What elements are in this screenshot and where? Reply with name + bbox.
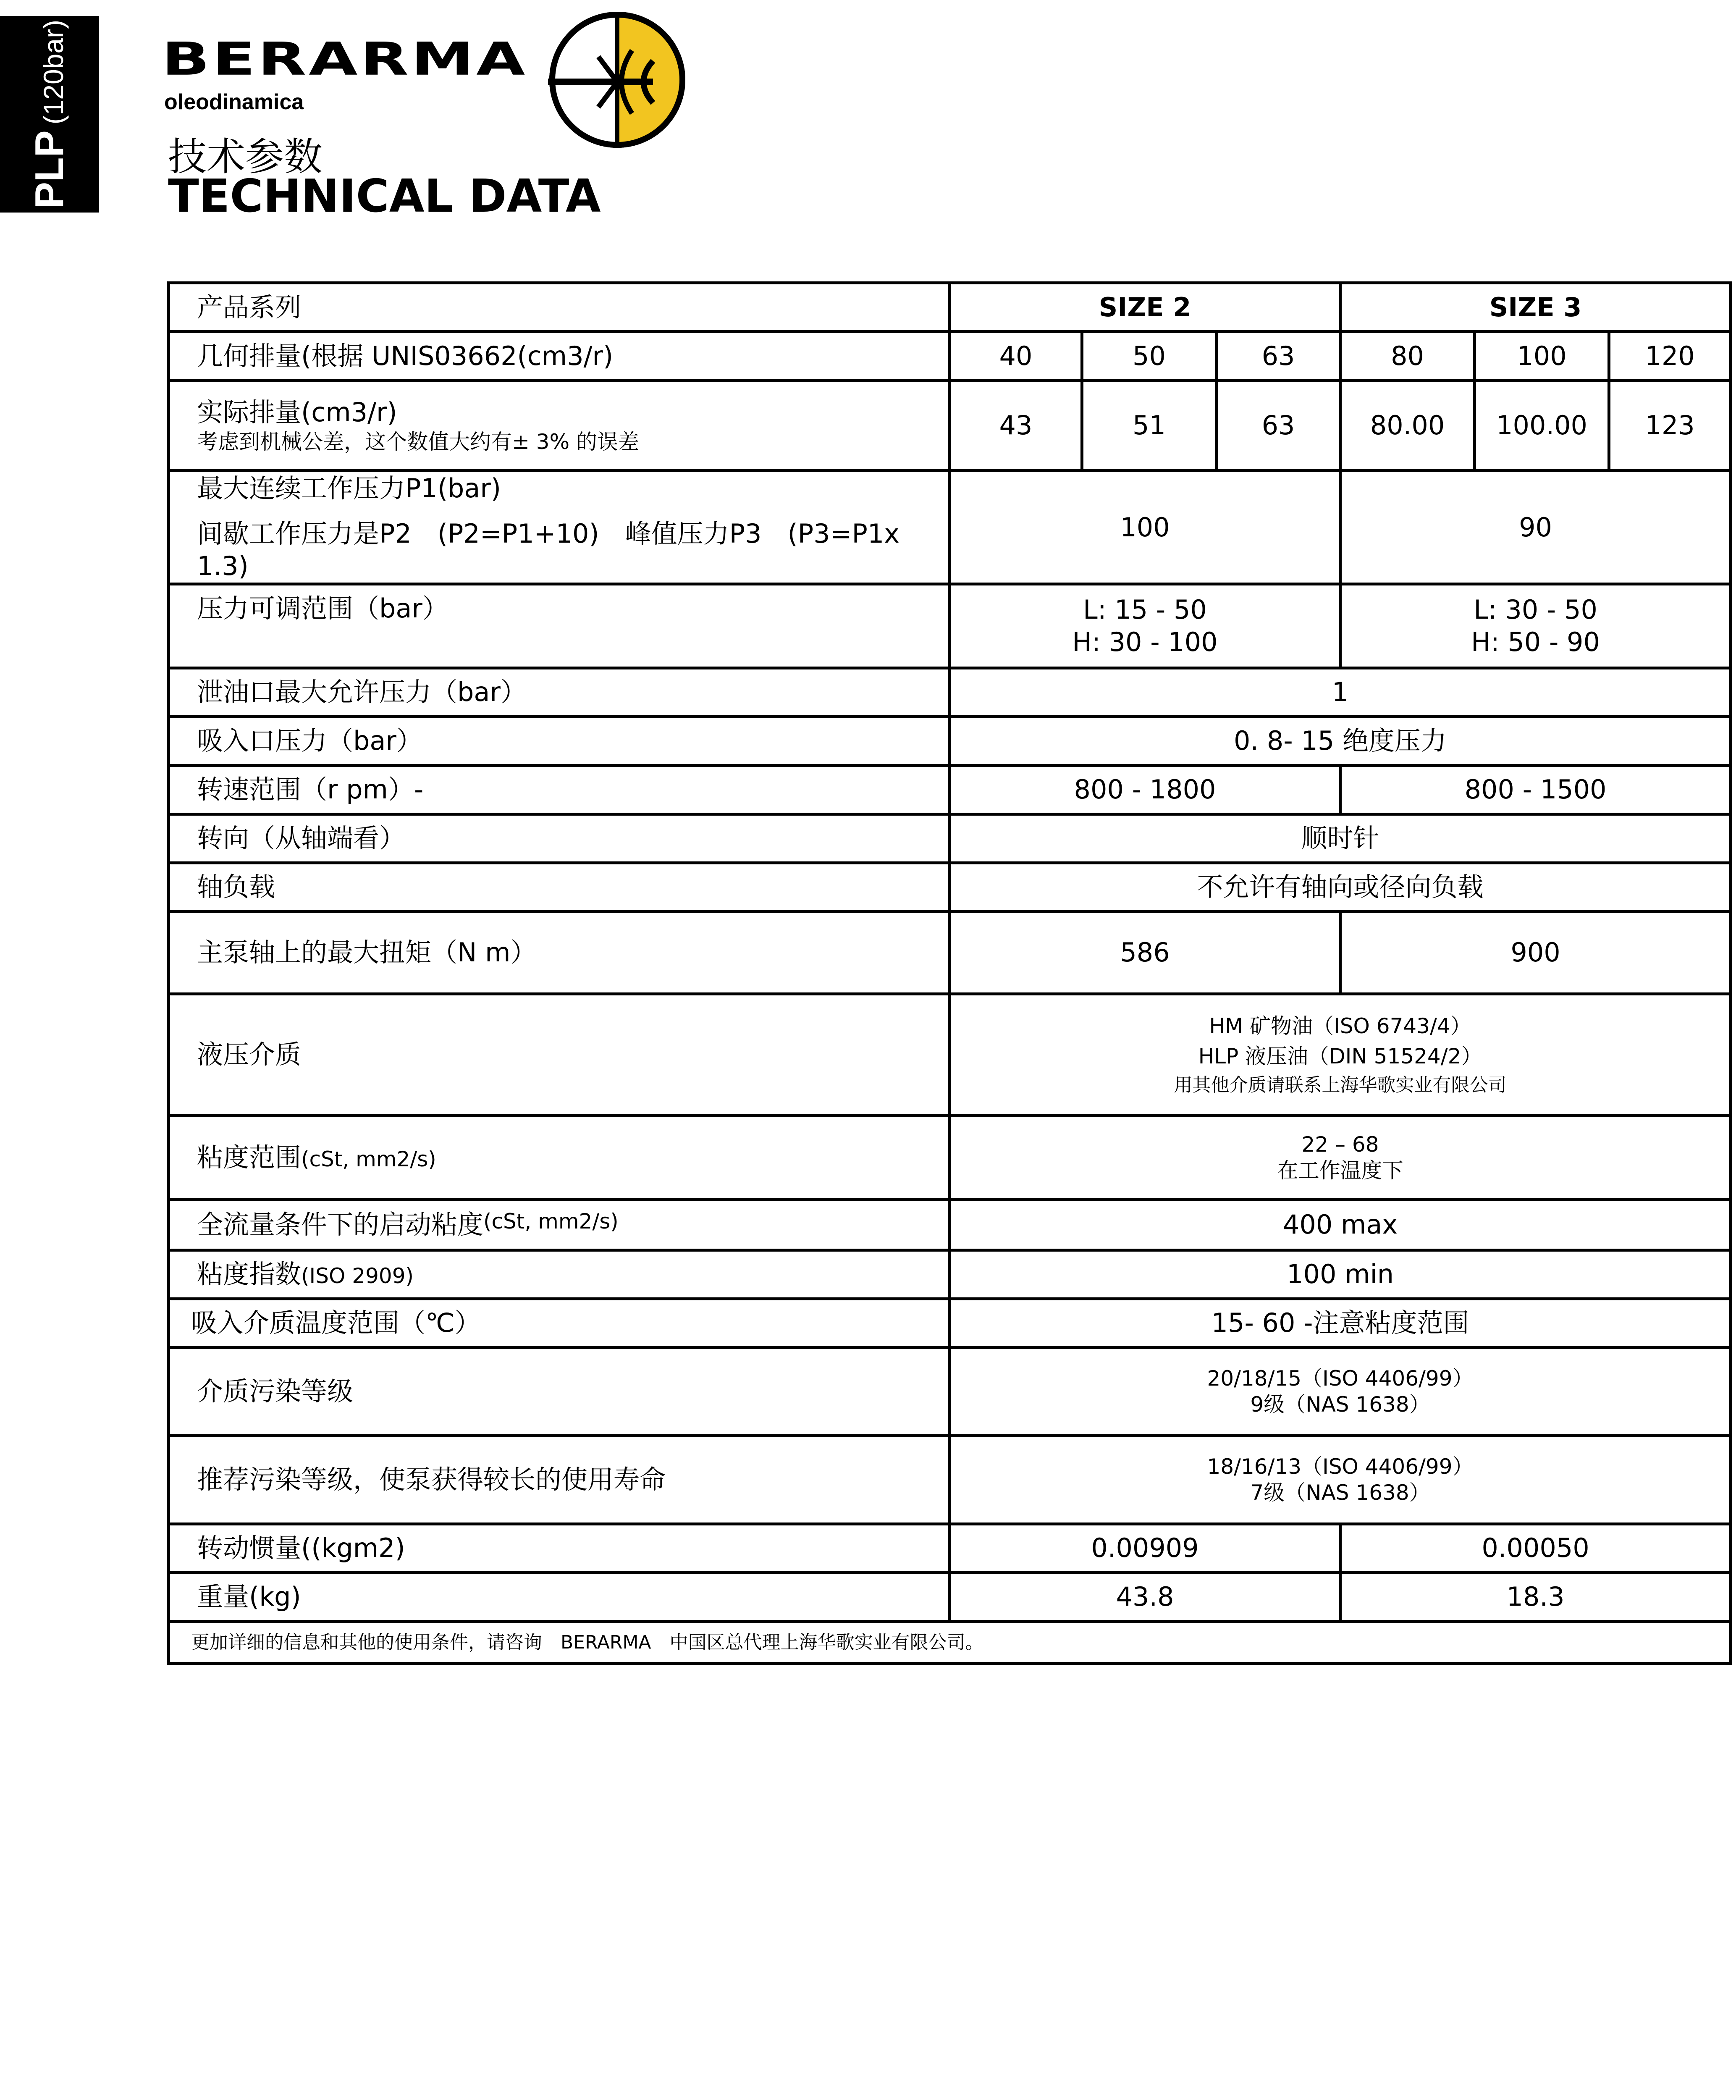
table-row (169, 1116, 1731, 1200)
table-row (169, 1572, 1731, 1621)
table-row (169, 332, 1731, 381)
row-label: 转动惯量((kgm2) (169, 1524, 950, 1572)
table-cell (950, 994, 1731, 1116)
range-high: H: 50 - 90 (1471, 627, 1600, 657)
table-cell: 100 min (950, 1250, 1731, 1299)
row-label: 重量(kg) (169, 1572, 950, 1621)
row-label (169, 1116, 950, 1200)
table-cell: 18.3 (1340, 1572, 1731, 1621)
row-label-main: 粘度范围 (197, 1142, 302, 1173)
page-title-zh: 技术参数 (168, 134, 323, 179)
table-row (169, 1200, 1731, 1250)
table-cell: 51 (1082, 381, 1217, 471)
table-row (169, 911, 1731, 994)
row-label: 推荐污染等级，使泵获得较长的使用寿命 (169, 1436, 950, 1524)
table-row (169, 1347, 1731, 1436)
viscosity-note: 在工作温度下 (1277, 1158, 1403, 1183)
table-row (169, 863, 1731, 911)
table-row (169, 584, 1731, 668)
row-label-main: 最大连续工作压力P1(bar) (197, 473, 501, 504)
table-row (169, 814, 1731, 863)
table-cell: 100 (1475, 332, 1609, 381)
table-row (169, 765, 1731, 814)
table-cell: 63 (1217, 332, 1340, 381)
pressure-rating: (120bar) (38, 19, 69, 125)
product-code: PLP (27, 130, 72, 209)
row-label: 吸入口压力（bar） (169, 717, 950, 765)
table-cell: 63 (1217, 381, 1340, 471)
column-header-size3: SIZE 3 (1340, 283, 1731, 332)
table-cell: 80 (1340, 332, 1475, 381)
contamination-nas: 9级（NAS 1638） (1250, 1392, 1430, 1417)
contamination-iso: 18/16/13（ISO 4406/99） (1207, 1454, 1474, 1479)
table-cell: 15- 60 -注意粘度范围 (950, 1299, 1731, 1347)
table-cell: 586 (950, 911, 1340, 994)
table-cell: 900 (1340, 911, 1731, 994)
table-cell (950, 1436, 1731, 1524)
table-cell: 不允许有轴向或径向负载 (950, 863, 1731, 911)
table-cell: 0.00050 (1340, 1524, 1731, 1572)
table-cell: 0. 8- 15 绝度压力 (950, 717, 1731, 765)
table-cell (950, 1116, 1731, 1200)
side-tab (0, 16, 99, 213)
row-label: 转速范围（r pm）- (169, 765, 950, 814)
row-label: 主泵轴上的最大扭矩（N m） (169, 911, 950, 994)
row-label: 几何排量(根据 UNIS03662(cm3/r) (169, 332, 950, 381)
row-label-unit: (ISO 2909) (301, 1264, 414, 1289)
table-cell: 800 - 1800 (950, 765, 1340, 814)
table-cell: 400 max (950, 1200, 1731, 1250)
table-row (169, 283, 1731, 332)
table-cell: 120 (1609, 332, 1731, 381)
table-cell (950, 1347, 1731, 1436)
table-cell: 100.00 (1475, 381, 1609, 471)
row-label: 产品系列 (169, 283, 950, 332)
table-row (169, 1250, 1731, 1299)
table-cell: 顺时针 (950, 814, 1731, 863)
fluid-line: HLP 液压油（DIN 51524/2） (1198, 1044, 1482, 1069)
row-label (169, 1200, 950, 1250)
fluid-note: 用其他介质请联系上海华歌实业有限公司 (1174, 1074, 1507, 1096)
table-row (169, 1524, 1731, 1572)
contamination-iso: 20/18/15（ISO 4406/99） (1207, 1366, 1474, 1391)
row-label-main: 粘度指数 (197, 1259, 302, 1290)
table-row (169, 1436, 1731, 1524)
table-row (169, 668, 1731, 717)
row-label: 压力可调范围（bar） (169, 584, 950, 668)
table-cell: 1 (950, 668, 1731, 717)
table-cell: 0.00909 (950, 1524, 1340, 1572)
table-cell: 90 (1340, 471, 1731, 584)
table-row (169, 471, 1731, 584)
brand-name: BERARMA (162, 33, 528, 86)
table-cell (1340, 584, 1731, 668)
table-cell: 50 (1082, 332, 1217, 381)
range-low: L: 30 - 50 (1474, 594, 1597, 625)
brand-logo (162, 10, 695, 145)
row-label-note: 考虑到机械公差，这个数值大约有± 3% 的误差 (197, 429, 640, 454)
table-footer-note: 更加详细的信息和其他的使用条件，请咨询 BERARMA 中国区总代理上海华歌实业有限公司。 (169, 1621, 1731, 1663)
row-label-main: 全流量条件下的启动粘度 (197, 1209, 484, 1240)
brand-emblem-icon (548, 10, 687, 149)
table-cell (950, 584, 1340, 668)
row-label-unit: (cSt, mm2/s) (483, 1209, 619, 1234)
table-cell: 800 - 1500 (1340, 765, 1731, 814)
contamination-nas: 7级（NAS 1638） (1250, 1480, 1430, 1505)
range-high: H: 30 - 100 (1072, 627, 1218, 657)
table-row (169, 717, 1731, 765)
table-cell: 80.00 (1340, 381, 1475, 471)
table-row (169, 1621, 1731, 1663)
table-cell: 100 (950, 471, 1340, 584)
range-low: L: 15 - 50 (1083, 594, 1207, 625)
row-label (169, 1250, 950, 1299)
row-label: 介质污染等级 (169, 1347, 950, 1436)
table-cell: 40 (950, 332, 1082, 381)
row-label-secondary: 间歇工作压力是P2 (P2=P1+10) 峰值压力P3 (P3=P1x 1.3) (197, 518, 900, 581)
row-label-main: 实际排量(cm3/r) (197, 397, 397, 428)
table-row (169, 381, 1731, 471)
table-row (169, 1299, 1731, 1347)
column-header-size2: SIZE 2 (950, 283, 1340, 332)
row-label: 轴负载 (169, 863, 950, 911)
table-cell: 43.8 (950, 1572, 1340, 1621)
fluid-line: HM 矿物油（ISO 6743/4） (1209, 1013, 1471, 1038)
row-label: 泄油口最大允许压力（bar） (169, 668, 950, 717)
viscosity-values: 22 – 68 (1301, 1132, 1379, 1157)
brand-sub: oleodinamica (164, 90, 304, 114)
technical-data-table (167, 281, 1732, 1665)
table-row (169, 994, 1731, 1116)
table-cell: 123 (1609, 381, 1731, 471)
table-cell: 43 (950, 381, 1082, 471)
row-label (169, 471, 950, 584)
row-label: 液压介质 (169, 994, 950, 1116)
row-label: 转向（从轴端看） (169, 814, 950, 863)
row-label: 吸入介质温度范围（℃） (169, 1299, 950, 1347)
page-title: TECHNICAL DATA (168, 170, 601, 223)
row-label (169, 381, 950, 471)
row-label-unit: (cSt, mm2/s) (301, 1147, 436, 1172)
side-tab-text (26, 20, 73, 209)
